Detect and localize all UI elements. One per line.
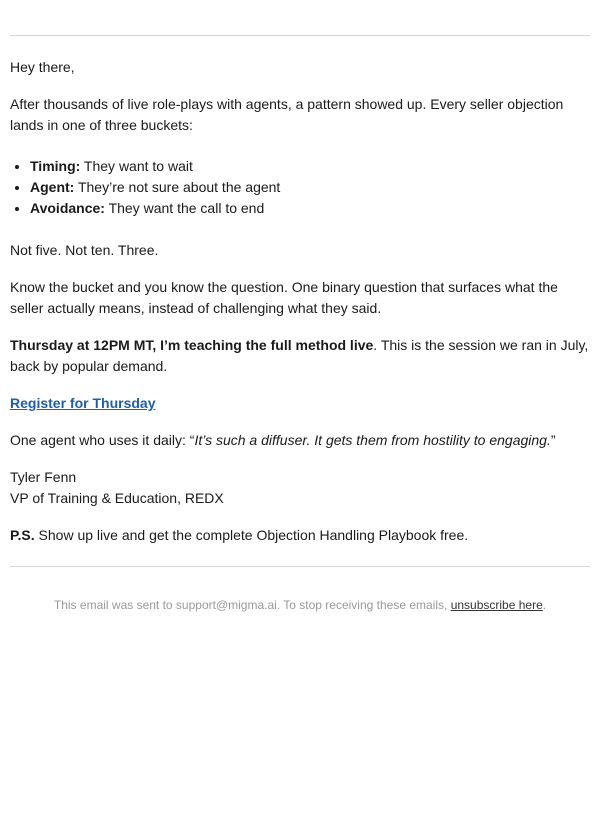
know-bucket-paragraph: Know the bucket and you know the question. One binary question that surfaces what the seller actually means, instead of challenging what they said. [10,279,558,316]
register-link[interactable]: Register for Thursday [10,395,156,411]
intro-paragraph: After thousands of live role-plays with agents, a pattern showed up. Every seller objection lands in one of three buckets: [10,96,564,133]
thursday-details: . This is the session we ran in July, back by popular demand. [10,337,589,374]
list-item [30,198,590,219]
email-body [10,35,590,613]
email-footer [10,597,590,613]
quote-suffix: ” [550,432,556,448]
bucket-desc: They want the call to end [104,200,265,216]
signature [10,467,590,509]
thursday-paragraph [10,335,590,377]
thursday-headline: Thursday at 12PM MT, I’m teaching the full method live [10,337,374,353]
quote-text: It’s such a diffuser. It gets them from hostility to engaging. [194,432,551,448]
not-five-paragraph: Not five. Not ten. Three. [10,242,159,258]
ps-text: Show up live and get the complete Objection Handling Playbook free. [34,527,469,543]
objection-buckets-list [10,156,590,219]
bucket-desc: They’re not sure about the agent [74,179,281,195]
quote-prefix: One agent who uses it daily: “ [10,432,195,448]
register-paragraph [10,393,590,414]
testimonial-paragraph [10,430,590,451]
list-item [30,156,590,177]
footer-end: . [542,598,547,612]
bucket-term: Avoidance: [30,200,105,216]
list-item [30,177,590,198]
top-divider [10,35,590,36]
greeting: Hey there, [10,59,75,75]
unsubscribe-link[interactable]: unsubscribe here [450,598,543,612]
signature-name: Tyler Fenn [10,469,77,485]
footer-text: This email was sent to support@migma.ai. To stop receiving these emails, [53,598,451,612]
bucket-term: Timing: [30,158,81,174]
signature-title: VP of Training & Education, REDX [10,490,224,506]
bottom-divider [10,566,590,567]
bucket-term: Agent: [30,179,75,195]
bucket-desc: They want to wait [80,158,193,174]
ps-paragraph [10,525,590,546]
ps-label: P.S. [10,527,35,543]
